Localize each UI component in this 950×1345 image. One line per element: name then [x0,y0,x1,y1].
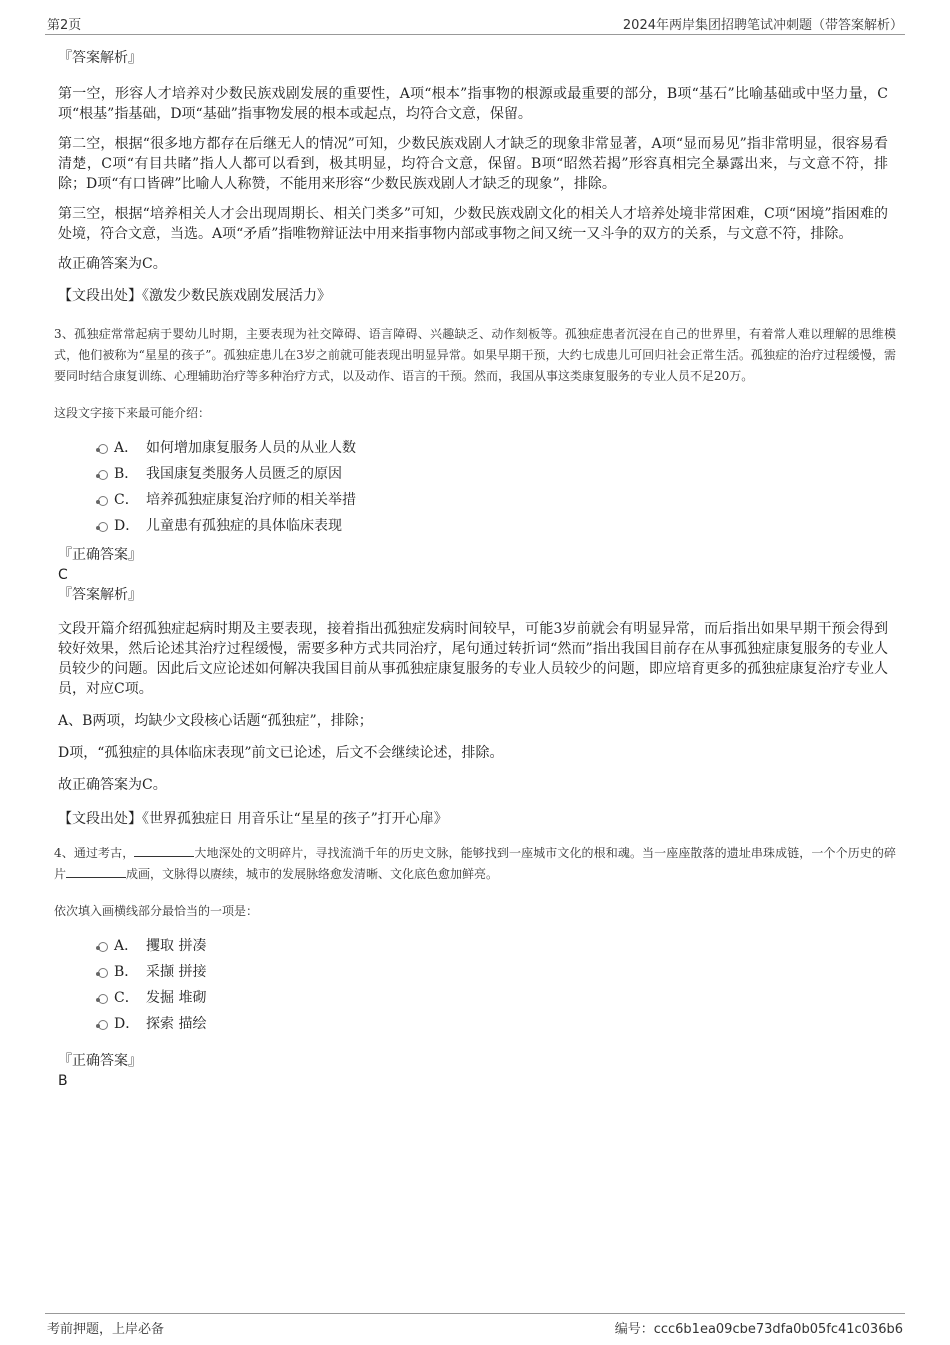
option-letter: D． [114,1016,140,1032]
q2-analysis-paragraph-1: 第一空，形容人才培养对少数民族戏剧发展的重要性，A项“根本”指事物的根源或最重要的部分，B项“基石”比喻基础或中坚力量，C项“根基”指基础，D项“基础”指事物发展的根本或起点，均符合文意，保留。 [58,86,888,122]
option-letter: D． [114,518,140,534]
option-text: 攫取 拼凑 [146,938,207,954]
q2-conclusion: 故正确答案为C。 [58,256,167,272]
q3-analysis-paragraph-2: A、B两项，均缺少文段核心话题“孤独症”，排除； [58,713,373,729]
q4-answer: B [58,1073,68,1089]
document-title: 2024年两岸集团招聘笔试冲刺题（带答案解析） [622,18,903,33]
page-content [54,44,898,1091]
q2-analysis-paragraph-3: 第三空，根据“培养相关人才会出现周期长、相关门类多”可知，少数民族戏剧文化的相关人才培养处境非常困难，C项“困境”指困难的处境，符合文意，当选。A项“矛盾”指唯物辩证法中用来指事物内部或事物之间又统一又斗争的双方的关系，与文意不符，排除。 [58,206,888,242]
option-letter: A． [114,938,139,954]
option-letter: B． [114,964,139,980]
document-code [615,1318,903,1337]
q4-option-b[interactable] [58,959,898,985]
q2-analysis-label: 『答案解析』 [58,50,142,66]
q4-option-d[interactable] [58,1011,898,1037]
q3-option-a[interactable] [58,435,898,461]
q3-analysis-label: 『答案解析』 [58,587,142,603]
page-header [45,12,905,35]
q4-option-c[interactable] [58,985,898,1011]
q4-stem [54,843,896,885]
option-text: 我国康复类服务人员匮乏的原因 [146,466,342,482]
q4-option-a[interactable] [58,933,898,959]
blank-2 [66,865,126,878]
q4-answer-label: 『正确答案』 [58,1053,142,1069]
option-letter: C． [114,492,139,508]
code-label: 编号： [614,1322,654,1337]
footer-slogan: 考前押题，上岸必备 [47,1322,165,1337]
radio-icon[interactable] [98,496,108,506]
q3-option-b[interactable] [58,461,898,487]
radio-icon[interactable] [98,1020,108,1030]
option-letter: B． [114,466,139,482]
q3-prompt: 这段文字接下来最可能介绍： [54,406,211,420]
q3-conclusion: 故正确答案为C。 [58,777,167,793]
q4-stem-part-2: 大地深处的文明碎片，寻找流淌千年的历史文脉，能够找到一座城市文化的根和魂。当一座座散落的遗址串珠成链，一个个历史的碎片 [54,846,896,881]
radio-icon[interactable] [98,968,108,978]
radio-icon[interactable] [98,444,108,454]
radio-icon[interactable] [98,942,108,952]
q3-options [58,435,898,539]
blank-1 [134,844,194,857]
q3-analysis-paragraph-3: D项，“孤独症的具体临床表现”前文已论述，后文不会继续论述，排除。 [58,745,504,761]
option-text: 培养孤独症康复治疗师的相关举措 [146,492,356,508]
option-text: 儿童患有孤独症的具体临床表现 [146,518,342,534]
q3-option-c[interactable] [58,487,898,513]
q3-option-d[interactable] [58,513,898,539]
option-letter: C． [114,990,139,1006]
option-text: 发掘 堆砌 [146,990,207,1006]
q3-analysis-paragraph-1: 文段开篇介绍孤独症起病时期及主要表现，接着指出孤独症发病时间较早，可能3岁前就会有明显异常，而后指出如果早期干预会得到较好效果，然后论述其治疗过程缓慢，需要多种方式共同治疗，尾句通过转折词“然而”指出我国目前存在从事孤独症康复服务的专业人员较少的问题。因此后文应论述如何解决我国目前从事孤独症康复服务的专业人员较少的问题，即应培育更多的孤独症康复治疗专业人员，对应C项。 [58,621,888,697]
code-value: ccc6b1ea09cbe73dfa0b05fc41c036b6 [653,1322,903,1337]
q3-answer-label: 『正确答案』 [58,547,142,563]
page-number: 第2页 [47,18,82,33]
q3-answer: C [58,567,68,583]
option-text: 采撷 拼接 [146,964,207,980]
q3-source: 【文段出处】《世界孤独症日 用音乐让“星星的孩子”打开心扉》 [58,811,448,827]
q4-prompt: 依次填入画横线部分最恰当的一项是： [54,904,259,918]
q2-analysis-paragraph-2: 第二空，根据“很多地方都存在后继无人的情况”可知，少数民族戏剧人才缺乏的现象非常显著，A项“显而易见”指非常明显，很容易看清楚，C项“有目共睹”指人人都可以看到，极其明显，均符合文意，保留。B项“昭然若揭”形容真相完全暴露出来，与文意不符，排除；D项“有口皆碑”比喻人人称赞，不能用来形容“少数民族戏剧人才缺乏的现象”，排除。 [58,136,888,192]
option-text: 如何增加康复服务人员的从业人数 [146,440,356,456]
radio-icon[interactable] [98,522,108,532]
radio-icon[interactable] [98,470,108,480]
radio-icon[interactable] [98,994,108,1004]
option-text: 探索 描绘 [146,1016,207,1032]
option-letter: A． [114,440,139,456]
page-footer [45,1313,905,1336]
q4-options [58,933,898,1037]
q2-source: 【文段出处】《激发少数民族戏剧发展活力》 [58,288,331,304]
q4-stem-part-1: 4、通过考古， [54,846,135,860]
q4-stem-part-3: 成画，文脉得以赓续，城市的发展脉络愈发清晰、文化底色愈加鲜亮。 [126,867,499,881]
q3-stem: 3、孤独症常常起病于婴幼儿时期，主要表现为社交障碍、语言障碍、兴趣缺乏、动作刻板等。孤独症患者沉浸在自己的世界里，有着常人难以理解的思维模式，他们被称为“星星的孩子”。孤独症患儿在3岁之前就可能表现出明显异常。如果早期干预，大约七成患儿可回归社会正常生活。孤独症的治疗过程缓慢，需要同时结合康复训练、心理辅助治疗等多种治疗方式，以及动作、语言的干预。然而，我国从事这类康复服务的专业人员不足20万。 [54,327,896,383]
